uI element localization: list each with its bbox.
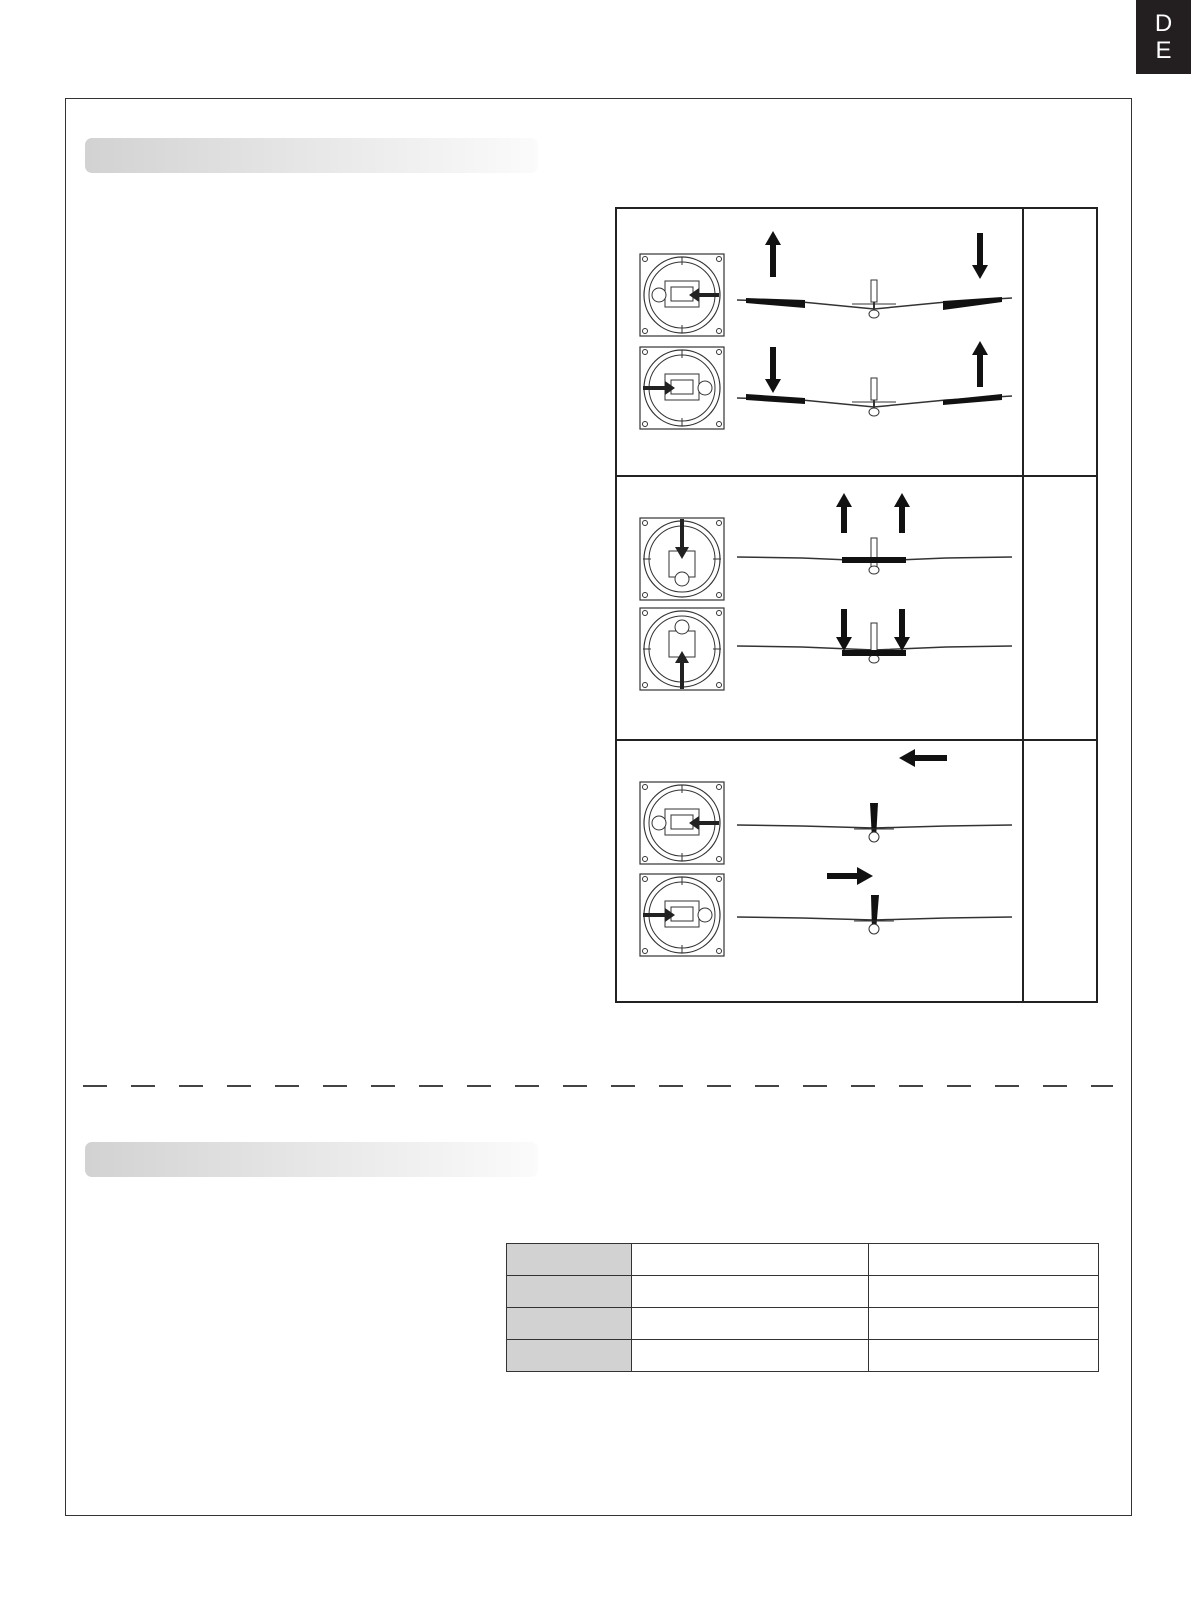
table-row bbox=[507, 1340, 1099, 1372]
glider-icon bbox=[732, 530, 1017, 600]
panel-rudder bbox=[617, 741, 1022, 1003]
transmitter-stick-icon bbox=[639, 517, 725, 601]
section-heading-1 bbox=[85, 138, 538, 173]
arrow-up-icon bbox=[836, 493, 852, 533]
glider-icon bbox=[732, 274, 1017, 344]
table-cell bbox=[507, 1308, 632, 1340]
table-cell bbox=[507, 1244, 632, 1276]
arrow-down-icon bbox=[972, 233, 988, 279]
table-cell bbox=[869, 1276, 1099, 1308]
table-row bbox=[507, 1244, 1099, 1276]
arrow-down-icon bbox=[836, 609, 852, 651]
table-row bbox=[507, 1308, 1099, 1340]
arrow-left-icon bbox=[899, 749, 947, 767]
table-cell bbox=[632, 1276, 869, 1308]
side-label-elevator bbox=[1024, 477, 1096, 739]
panel-elevator bbox=[617, 477, 1022, 739]
side-label-rudder bbox=[1024, 741, 1096, 1003]
transmitter-stick-icon bbox=[639, 607, 725, 691]
table-cell bbox=[632, 1340, 869, 1372]
section-heading-2 bbox=[85, 1142, 538, 1177]
settings-table bbox=[506, 1243, 1099, 1372]
dashed-separator bbox=[83, 1085, 1113, 1087]
glider-icon bbox=[732, 619, 1017, 689]
side-label-aileron bbox=[1024, 209, 1096, 475]
arrow-up-icon bbox=[765, 231, 781, 277]
table-cell bbox=[507, 1276, 632, 1308]
glider-icon bbox=[732, 891, 1017, 961]
transmitter-stick-icon bbox=[639, 253, 725, 337]
language-tab bbox=[1136, 0, 1191, 74]
language-tab-letter-2: E bbox=[1155, 37, 1172, 64]
language-tab-letter-1: D bbox=[1154, 10, 1173, 37]
table-cell bbox=[632, 1244, 869, 1276]
table-cell bbox=[869, 1340, 1099, 1372]
transmitter-stick-icon bbox=[639, 781, 725, 865]
transmitter-stick-icon bbox=[639, 346, 725, 430]
table-cell bbox=[869, 1244, 1099, 1276]
control-direction-diagram bbox=[615, 207, 1098, 1003]
table-cell bbox=[507, 1340, 632, 1372]
arrow-right-icon bbox=[827, 867, 873, 885]
table-row bbox=[507, 1276, 1099, 1308]
panel-aileron bbox=[617, 209, 1022, 475]
table-cell bbox=[632, 1308, 869, 1340]
arrow-up-icon bbox=[894, 493, 910, 533]
glider-icon bbox=[732, 799, 1017, 869]
arrow-down-icon bbox=[894, 609, 910, 651]
arrow-down-icon bbox=[765, 347, 781, 393]
table-cell bbox=[869, 1308, 1099, 1340]
transmitter-stick-icon bbox=[639, 873, 725, 957]
arrow-up-icon bbox=[972, 341, 988, 387]
